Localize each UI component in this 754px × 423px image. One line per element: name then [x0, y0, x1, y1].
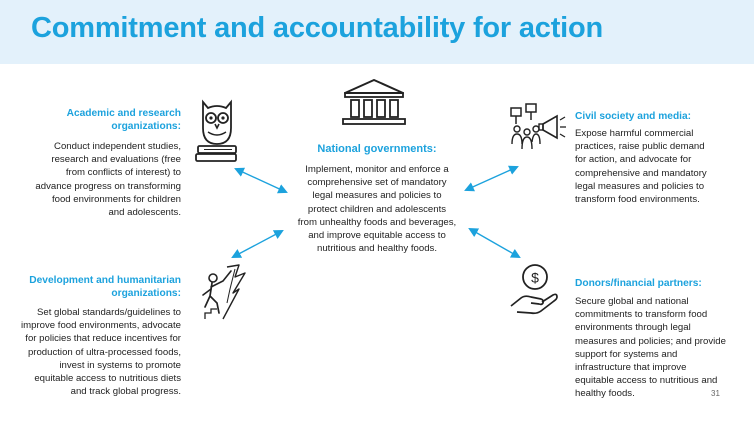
text-line: measures and policies; and provide: [575, 335, 726, 347]
text-line: equitable access to nutritious diets: [34, 373, 181, 385]
text-line: comprehensive and mandatory: [575, 167, 707, 179]
donors-financial-body: [575, 295, 745, 401]
text-line: legal measures and policies to: [312, 190, 442, 202]
heading-line: Donors/financial partners:: [575, 278, 702, 289]
heading-line: Development and humanitarian: [29, 275, 181, 286]
donors-financial-block: [575, 277, 745, 401]
text-line: Set global standards/guidelines to: [36, 307, 181, 318]
text-line: production of ultra-processed foods,: [27, 346, 181, 358]
text-line: research and evaluations (free: [51, 154, 181, 166]
civil-society-heading: [575, 110, 745, 123]
civil-society-body: [575, 127, 745, 206]
owl-on-books-icon: [194, 98, 240, 169]
hand-holding-coin-icon: [509, 262, 559, 323]
text-line: and track global progress.: [70, 386, 181, 398]
text-line: and improve equitable access to: [308, 230, 446, 242]
government-building-icon: [341, 78, 407, 131]
text-line: support for systems and: [575, 348, 678, 360]
text-line: food environments for children: [51, 193, 181, 205]
text-line: equitable access to nutritious and: [575, 375, 718, 387]
national-governments-body: [282, 163, 472, 255]
text-line: practices, raise public demand: [575, 141, 705, 153]
development-humanitarian-body: [4, 306, 181, 398]
national-governments-heading: National governments:: [317, 143, 437, 155]
text-line: Implement, monitor and enforce a: [305, 164, 449, 175]
text-line: legal measures and policies to: [575, 180, 705, 192]
text-line: and adolescents.: [108, 207, 181, 219]
text-line: infrastructure that improve: [575, 362, 687, 374]
text-line: from conflicts of interest) to: [65, 167, 181, 179]
text-line: environments through legal: [575, 322, 691, 334]
donors-financial-heading: [575, 277, 745, 290]
slide-title: Commitment and accountability for action: [31, 12, 604, 44]
arrow-academic: [236, 169, 286, 192]
heading-line: organizations:: [111, 288, 181, 299]
svg-text:$: $: [531, 269, 539, 286]
protest-megaphone-icon: [509, 102, 567, 159]
development-humanitarian-heading: [4, 274, 181, 300]
text-line: protect children and adolescents: [307, 203, 447, 215]
text-line: invest in systems to promote: [59, 359, 181, 371]
academic-research-body: [10, 140, 181, 219]
text-line: Expose harmful commercial: [575, 128, 694, 139]
text-line: healthy foods.: [575, 388, 635, 400]
national-governments-block: [282, 143, 472, 255]
academic-research-block: [10, 107, 181, 219]
climbing-figure-icon: [197, 263, 253, 326]
arrow-development: [233, 231, 282, 257]
text-line: commitments to transform food: [575, 309, 708, 321]
academic-research-heading: [10, 107, 181, 133]
text-line: comprehensive set of mandatory: [307, 177, 447, 189]
text-line: nutritious and healthy foods.: [316, 243, 437, 255]
arrow-civil: [466, 167, 517, 190]
text-line: for policies that reduce incentives for: [25, 333, 181, 345]
development-humanitarian-block: [4, 274, 181, 398]
text-line: Conduct independent studies,: [54, 141, 181, 152]
heading-line: Academic and research: [66, 108, 181, 119]
text-line: from unhealthy foods and beverages,: [297, 216, 457, 228]
heading-line: organizations:: [111, 121, 181, 132]
text-line: Secure global and national: [575, 296, 689, 307]
heading-line: Civil society and media:: [575, 111, 692, 122]
text-line: advance progress on transforming: [35, 180, 181, 192]
text-line: transform food environments.: [575, 194, 700, 206]
text-line: for action, and advocate for: [575, 154, 692, 166]
civil-society-block: [575, 110, 745, 206]
arrow-donors: [470, 229, 519, 257]
page-number: 31: [711, 389, 720, 398]
text-line: improve food environments, advocate: [21, 320, 181, 332]
